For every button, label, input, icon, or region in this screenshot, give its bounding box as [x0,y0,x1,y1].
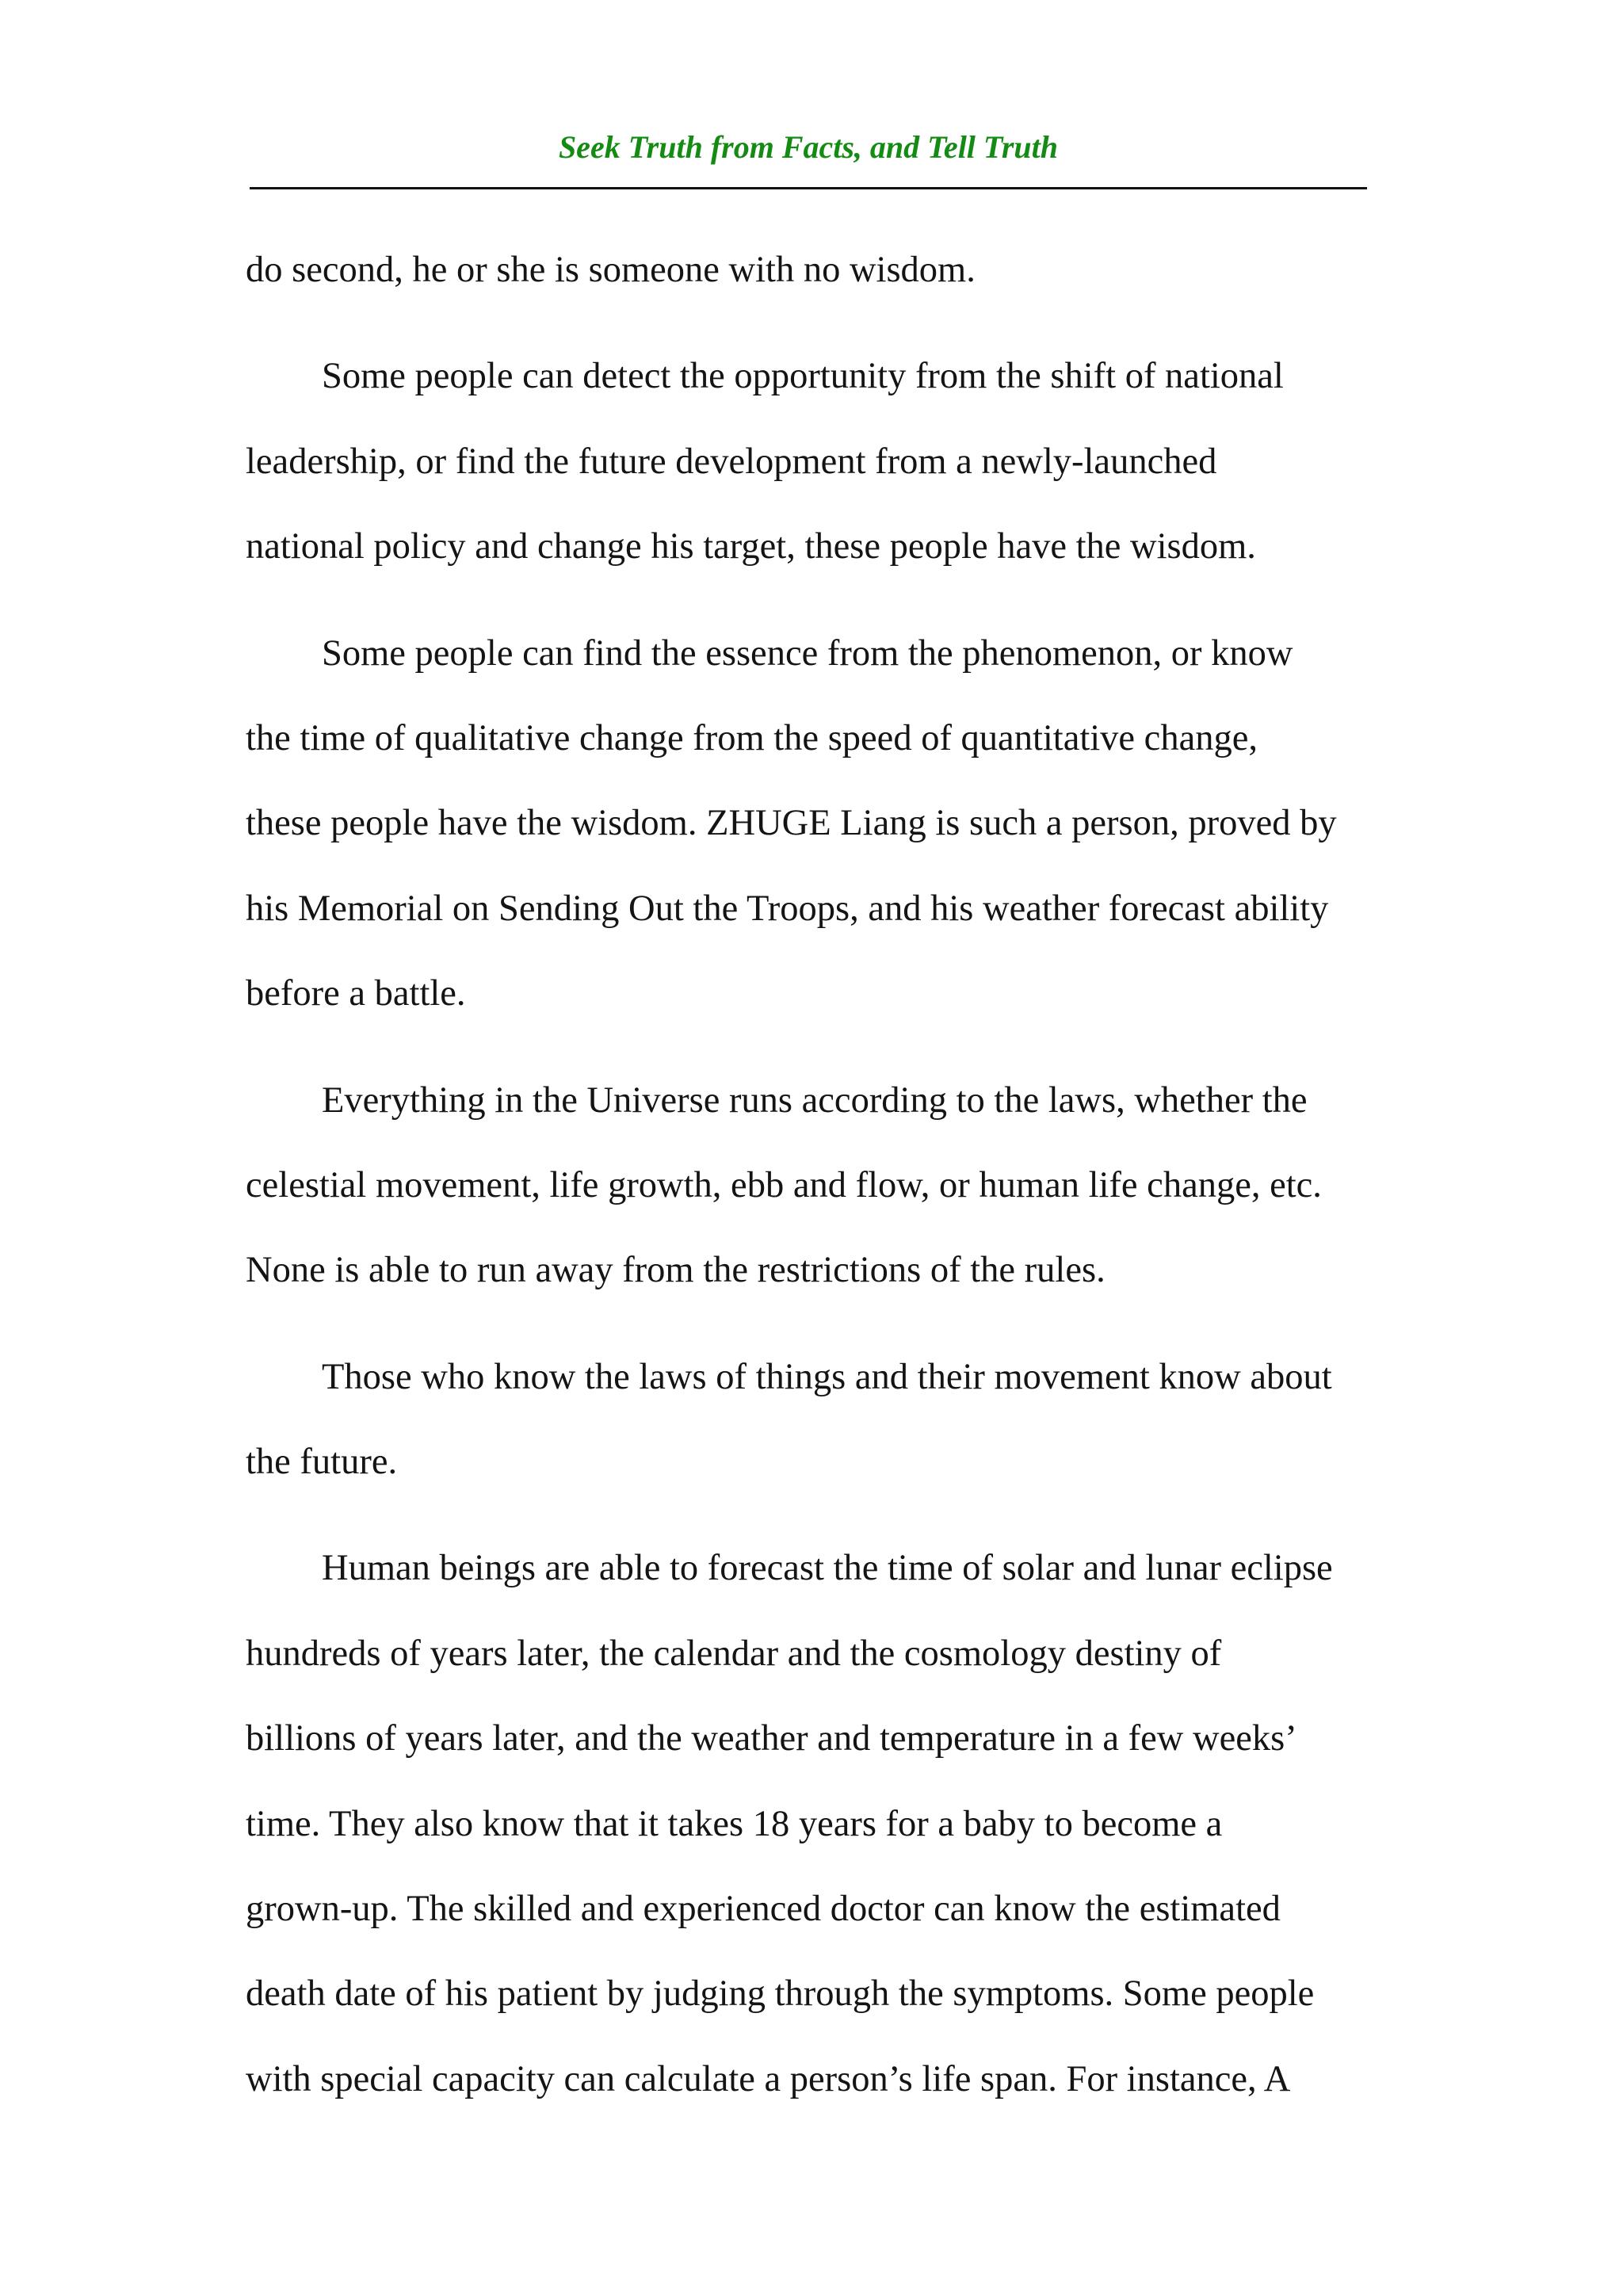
text-line: None is able to run away from the restrictions of the rules. [246,1250,1106,1291]
header-divider [250,187,1367,189]
body-text [246,227,1395,2122]
text-line: hundreds of years later, the calendar and the cosmology destiny of [246,1633,1222,1674]
text-line: Everything in the Universe runs according to the laws, whether the [322,1079,1308,1121]
text-line: time. They also know that it takes 18 years for a baby to become a [246,1803,1223,1844]
text-line: the time of qualitative change from the speed of quantitative change, [246,717,1258,758]
paragraph [246,334,1395,589]
text-line: these people have the wisdom. ZHUGE Liang is such a person, proved by [246,803,1337,844]
text-line: before a battle. [246,973,466,1014]
running-header: Seek Truth from Facts, and Tell Truth [558,129,1059,165]
paragraph [246,1526,1395,2122]
paragraph [246,1335,1395,1505]
text-line: Some people can find the essence from the phenomenon, or know [322,632,1293,674]
text-line: Those who know the laws of things and their movement know about [322,1356,1332,1397]
paragraph [246,611,1395,1037]
text-line: Some people can detect the opportunity from the shift of national [322,356,1284,397]
text-line: billions of years later, and the weather and temperature in a few weeks’ [246,1718,1297,1759]
text-line: his Memorial on Sending Out the Troops, and his weather forecast ability [246,888,1329,929]
text-line: do second, he or she is someone with no wisdom. [246,250,976,290]
text-line: Human beings are able to forecast the time of solar and lunar eclipse [322,1548,1333,1589]
text-line: grown-up. The skilled and experienced doctor can know the estimated [246,1889,1281,1930]
text-line: with special capacity can calculate a person’s life span. For instance, A [246,2058,1291,2099]
text-line: celestial movement, life growth, ebb and flow, or human life change, etc. [246,1164,1322,1205]
text-line: the future. [246,1442,398,1483]
text-line: national policy and change his target, these people have the wisdom. [246,526,1256,567]
paragraph [246,1058,1395,1313]
paragraph [246,227,1395,312]
text-line: leadership, or find the future development from a newly-launched [246,441,1217,482]
text-line: death date of his patient by judging through the symptoms. Some people [246,1973,1315,2015]
